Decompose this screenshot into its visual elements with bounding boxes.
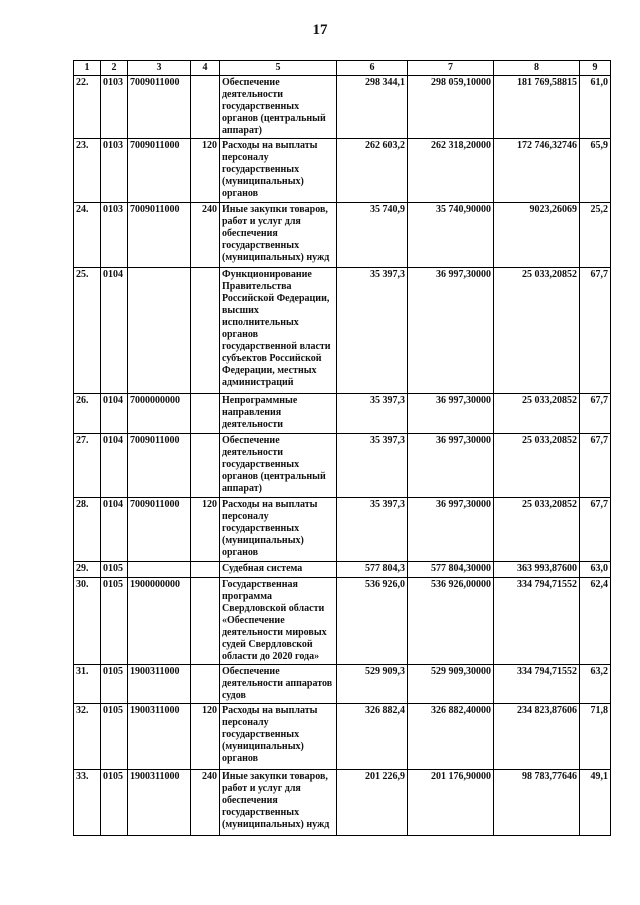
value-col7: 36 997,30000 <box>408 498 494 562</box>
row-number: 26. <box>74 394 101 434</box>
target-code: 7000000000 <box>128 394 191 434</box>
target-code: 1900311000 <box>128 704 191 770</box>
expense-type <box>191 578 220 665</box>
percent-col9: 65,9 <box>580 139 611 203</box>
value-col7: 298 059,10000 <box>408 76 494 139</box>
item-name: Судебная система <box>220 562 337 578</box>
percent-col9: 67,7 <box>580 394 611 434</box>
value-col6: 536 926,0 <box>337 578 408 665</box>
table-row <box>74 268 611 394</box>
value-col7: 201 176,90000 <box>408 770 494 836</box>
value-col7: 326 882,40000 <box>408 704 494 770</box>
table-row <box>74 203 611 268</box>
section-code: 0103 <box>101 139 128 203</box>
percent-col9: 49,1 <box>580 770 611 836</box>
value-col8: 98 783,77646 <box>494 770 580 836</box>
percent-col9: 63,2 <box>580 665 611 704</box>
table-row <box>74 139 611 203</box>
percent-col9: 67,7 <box>580 498 611 562</box>
percent-col9: 71,8 <box>580 704 611 770</box>
percent-col9: 63,0 <box>580 562 611 578</box>
target-code: 7009011000 <box>128 76 191 139</box>
value-col6: 262 603,2 <box>337 139 408 203</box>
percent-col9: 67,7 <box>580 268 611 394</box>
section-code: 0105 <box>101 578 128 665</box>
row-number: 23. <box>74 139 101 203</box>
target-code: 7009011000 <box>128 498 191 562</box>
value-col6: 201 226,9 <box>337 770 408 836</box>
section-code: 0104 <box>101 268 128 394</box>
value-col7: 529 909,30000 <box>408 665 494 704</box>
row-number: 30. <box>74 578 101 665</box>
item-name: Обеспечение деятельности государственных органов (центральный аппарат) <box>220 434 337 498</box>
column-header: 5 <box>220 61 337 76</box>
percent-col9: 61,0 <box>580 76 611 139</box>
value-col6: 35 397,3 <box>337 498 408 562</box>
value-col8: 25 033,20852 <box>494 434 580 498</box>
value-col6: 529 909,3 <box>337 665 408 704</box>
value-col7: 36 997,30000 <box>408 434 494 498</box>
target-code: 1900000000 <box>128 578 191 665</box>
value-col7: 36 997,30000 <box>408 394 494 434</box>
expense-type: 120 <box>191 139 220 203</box>
target-code: 1900311000 <box>128 770 191 836</box>
expense-type: 240 <box>191 203 220 268</box>
value-col8: 181 769,58815 <box>494 76 580 139</box>
target-code <box>128 268 191 394</box>
value-col6: 35 397,3 <box>337 268 408 394</box>
value-col8: 334 794,71552 <box>494 578 580 665</box>
section-code: 0105 <box>101 562 128 578</box>
expense-type <box>191 76 220 139</box>
table-row <box>74 498 611 562</box>
table-row <box>74 770 611 836</box>
value-col7: 577 804,30000 <box>408 562 494 578</box>
expense-type <box>191 268 220 394</box>
table-row <box>74 562 611 578</box>
section-code: 0104 <box>101 434 128 498</box>
item-name: Обеспечение деятельности аппаратов судов <box>220 665 337 704</box>
item-name: Расходы на выплаты персоналу государственных (муниципальных) органов <box>220 139 337 203</box>
section-code: 0103 <box>101 203 128 268</box>
value-col7: 35 740,90000 <box>408 203 494 268</box>
section-code: 0104 <box>101 394 128 434</box>
expense-type: 120 <box>191 704 220 770</box>
row-number: 28. <box>74 498 101 562</box>
target-code: 1900311000 <box>128 665 191 704</box>
value-col8: 363 993,87600 <box>494 562 580 578</box>
value-col6: 35 397,3 <box>337 394 408 434</box>
value-col6: 577 804,3 <box>337 562 408 578</box>
section-code: 0104 <box>101 498 128 562</box>
column-header: 7 <box>408 61 494 76</box>
table-row <box>74 704 611 770</box>
column-header: 6 <box>337 61 408 76</box>
table-row <box>74 665 611 704</box>
table-row <box>74 434 611 498</box>
value-col6: 326 882,4 <box>337 704 408 770</box>
row-number: 33. <box>74 770 101 836</box>
expense-type: 120 <box>191 498 220 562</box>
value-col7: 536 926,00000 <box>408 578 494 665</box>
item-name: Расходы на выплаты персоналу государственных (муниципальных) органов <box>220 704 337 770</box>
item-name: Иные закупки товаров, работ и услуг для обеспечения государственных (муниципальных) нужд <box>220 203 337 268</box>
expense-type <box>191 562 220 578</box>
column-header: 9 <box>580 61 611 76</box>
item-name: Обеспечение деятельности государственных органов (центральный аппарат) <box>220 76 337 139</box>
row-number: 27. <box>74 434 101 498</box>
column-header: 8 <box>494 61 580 76</box>
row-number: 31. <box>74 665 101 704</box>
value-col8: 25 033,20852 <box>494 394 580 434</box>
column-header: 2 <box>101 61 128 76</box>
value-col8: 172 746,32746 <box>494 139 580 203</box>
value-col8: 234 823,87606 <box>494 704 580 770</box>
expense-type <box>191 665 220 704</box>
column-header: 3 <box>128 61 191 76</box>
row-number: 25. <box>74 268 101 394</box>
target-code: 7009011000 <box>128 203 191 268</box>
table-row <box>74 394 611 434</box>
item-name: Функционирование Правительства Российской Федерации, высших исполнительных органов государственной власти субъектов Российской Федерации, местных администраций <box>220 268 337 394</box>
budget-table <box>73 60 611 836</box>
value-col8: 25 033,20852 <box>494 268 580 394</box>
value-col6: 35 397,3 <box>337 434 408 498</box>
value-col8: 334 794,71552 <box>494 665 580 704</box>
item-name: Иные закупки товаров, работ и услуг для обеспечения государственных (муниципальных) нужд <box>220 770 337 836</box>
section-code: 0105 <box>101 704 128 770</box>
value-col7: 262 318,20000 <box>408 139 494 203</box>
page-number: 17 <box>312 22 328 38</box>
section-code: 0103 <box>101 76 128 139</box>
expense-type: 240 <box>191 770 220 836</box>
value-col8: 25 033,20852 <box>494 498 580 562</box>
expense-type <box>191 394 220 434</box>
column-header: 1 <box>74 61 101 76</box>
value-col6: 35 740,9 <box>337 203 408 268</box>
section-code: 0105 <box>101 665 128 704</box>
row-number: 29. <box>74 562 101 578</box>
target-code <box>128 562 191 578</box>
column-header: 4 <box>191 61 220 76</box>
section-code: 0105 <box>101 770 128 836</box>
percent-col9: 25,2 <box>580 203 611 268</box>
row-number: 22. <box>74 76 101 139</box>
item-name: Непрограммные направления деятельности <box>220 394 337 434</box>
table-header-row <box>74 61 611 76</box>
value-col6: 298 344,1 <box>337 76 408 139</box>
expense-type <box>191 434 220 498</box>
table-row <box>74 76 611 139</box>
target-code: 7009011000 <box>128 139 191 203</box>
value-col8: 9023,26069 <box>494 203 580 268</box>
row-number: 32. <box>74 704 101 770</box>
percent-col9: 67,7 <box>580 434 611 498</box>
percent-col9: 62,4 <box>580 578 611 665</box>
table-row <box>74 578 611 665</box>
row-number: 24. <box>74 203 101 268</box>
item-name: Расходы на выплаты персоналу государственных (муниципальных) органов <box>220 498 337 562</box>
target-code: 7009011000 <box>128 434 191 498</box>
item-name: Государственная программа Свердловской области «Обеспечение деятельности мировых судей Свердловской области до 2020 года» <box>220 578 337 665</box>
value-col7: 36 997,30000 <box>408 268 494 394</box>
